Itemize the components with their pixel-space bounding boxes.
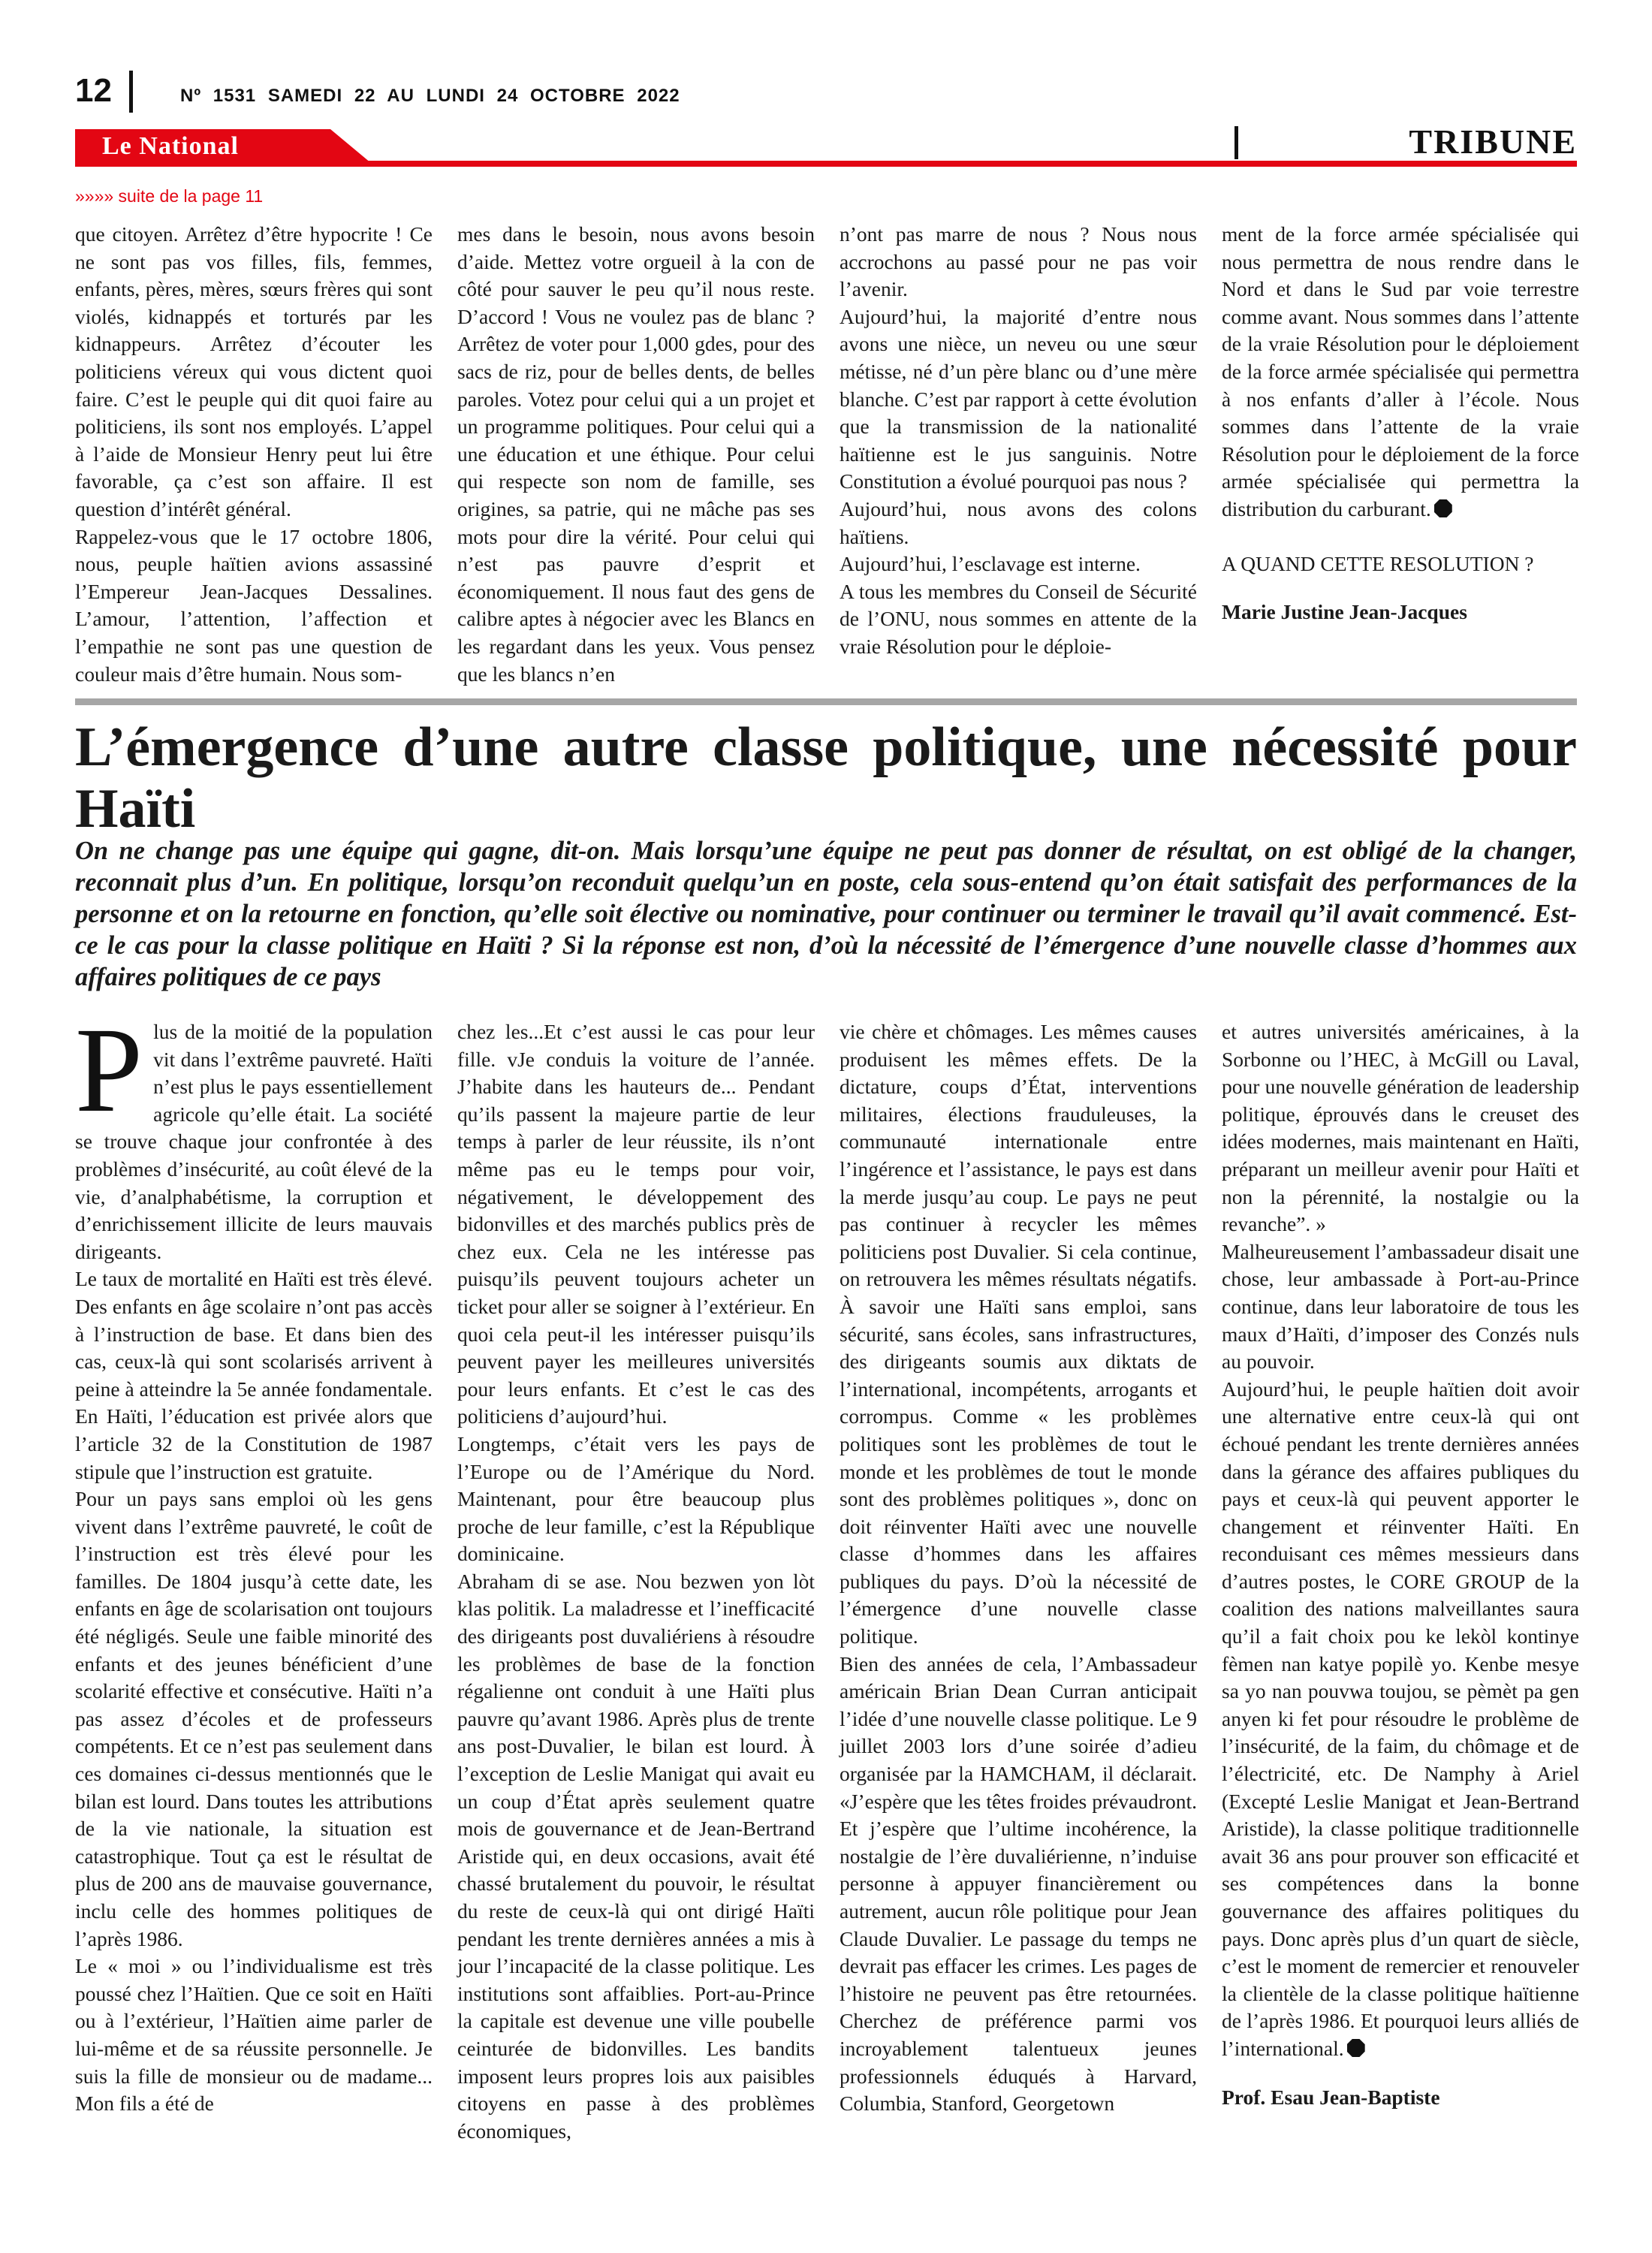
paragraph: chez les...Et c’est aussi le cas pour leur fille. vJe conduis la voiture de l’année. J’habite dans les hauteurs de... Pendant qu’ils passent la majeure partie de leur temps à parler de leur réussite, ils n’ont même pas eu le temps pour voir, négativement, le développement des bidonvilles et des marchés publics près de chez eux. Cela ne les intéresse pas puisqu’ils peuvent toujours acheter un ticket pour aller se soigner à l’extérieur. En quoi cela peut-il les intéresser puisqu’ils peuvent payer les meilleures universités pour leurs enfants. Et c’est le cas des politiciens d’aujourd’hui. bbox=[457, 1020, 815, 1428]
section-divider bbox=[1234, 126, 1238, 159]
paragraph: Le taux de mortalité en Haïti est très élevé. Des enfants en âge scolaire n’ont pas accès à l’instruction de base. Et dans bien des cas, ceux-là qui sont scolarisés arrivent à peine à atteindre la 5e année fondamentale. En Haïti, l’éducation est privée alors que l’article 32 de la Constitution de 1987 stipule que l’instruction est gratuite. bbox=[75, 1267, 433, 1483]
article-author: Marie Justine Jean-Jacques bbox=[1222, 600, 1467, 624]
header-red-rule bbox=[330, 161, 1577, 167]
paragraph: Bien des années de cela, l’Ambassadeur américain Brian Dean Curran anticipait l’idée d’une nouvelle classe politique. Le 9 juillet 2003 lors d’une soirée d’adieu organisée par la HAMCHAM, il déclarait. «J’espère que les têtes froides prévaudront. Et j’espère que l’ultime incohérence, la nostalgie de l’ère duvaliérienne, n’induise personne à appuyer financièrement ou autrement, aucun rôle politique pour Jean Claude Duvalier. Le passage du temps ne devrait pas effacer les crimes. Les pages de l’histoire ne peuvent pas être retournées. Cherchez de préférence parmi vos incroyablement talentueux jeunes professionnels éduqués à Harvard, Columbia, Stanford, Georgetown bbox=[840, 1651, 1197, 2116]
paragraph: Aujourd’hui, la majorité d’entre nous avons une nièce, un neveu ou une sœur métisse, né d’un père blanc ou d’une mère blanche. C’est par rapport à cette évolution que la transmission de la nationalité haïtienne est le jus sanguinis. Notre Constitution a évolué pourquoi pas nous ? bbox=[840, 304, 1197, 493]
article-deck: On ne change pas une équipe qui gagne, dit-on. Mais lorsqu’une équipe ne peut pas donner de résultat, on est obligé de la changer, reconnait plus d’un. En politique, lorsqu’on reconduit quelqu’un en poste, cela sous-entend qu’on était satisfait des performances de la personne et on la retourne en fonction, qu’elle soit élective ou nominative, pour continuer ou terminer le travail qu’il avait commencé. Est-ce le cas pour la classe politique en Haïti ? Si la réponse est non, d’où la nécessité de l’émergence d’une nouvelle classe d’hommes aux affaires politiques de ce pays bbox=[75, 837, 1577, 991]
paragraph-text: lus de la moitié de la population vit dans l’extrême pauvreté. Haïti n’est plus le pays essentiellement agricole qu’elle était. La société se trouve chaque jour confrontée à des problèmes d’insécurité, au coût élevé de la vie, d’analphabétisme, la corruption et d’enrichissement illicite de leurs mauvais dirigeants. bbox=[75, 1020, 433, 1263]
top-article-column-4 bbox=[1222, 221, 1579, 626]
paragraph: Aujourd’hui, l’esclavage est interne. bbox=[840, 552, 1141, 576]
end-of-article-icon bbox=[1434, 499, 1452, 517]
paragraph: que citoyen. Arrêtez d’être hypocrite ! Ce ne sont pas vos filles, fils, femmes, enfants, pères, mères, sœurs frères qui sont violés, kidnappés et torturés par les kidnappeurs. Arrêtez d’écouter les politiciens véreux qui vous dictent quoi faire. C’est le peuple qui dit quoi faire au politiciens, ils sont nos employés. L’appel à l’aide de Monsieur Henry peut lui être favorable, ça c’est son affaire. Il est question d’intérêt général. bbox=[75, 222, 433, 520]
paragraph: Abraham di se ase. Nou bezwen yon lòt klas politik. La maladresse et l’inefficacité des dirigeants post duvaliériens à résoudre les problèmes de base de la fonction régalienne ont conduit à une Haïti plus pauvre qu’avant 1986. Après plus de trente ans post-Duvalier, le bilan est lourd. À l’exception de Leslie Manigat qui avait eu un coup d’État après seulement quatre mois de gouvernance et de Jean-Bertrand Aristide qui, en deux occasions, avait été chassé brutalement du pouvoir, le résultat du reste de ceux-là qui ont dirigé Haïti pendant les trente dernières années a mis à jour l’incapacité de la classe politique. Les institutions sont affaiblies. Port-au-Prince la capitale est devenue une ville poubelle ceinturée de bidonvilles. Les bandits imposent leurs propres lois aux paisibles citoyens en passe à des problèmes économiques, bbox=[457, 1569, 815, 2143]
article-headline: L’émergence d’une autre classe politique, une nécessité pour Haïti bbox=[75, 716, 1577, 840]
paragraph: mes dans le besoin, nous avons besoin d’aide. Mettez votre orgueil à la con de côté pour sauver le peu qu’il nous reste. D’accord ! Vous ne voulez pas de blanc ? Arrêtez de voter pour 1,000 gdes, pour des sacs de riz, pour de belles dents, de belles paroles. Votez pour celui qui a un projet et un programme politiques. Pour celui qui a une éducation et une éthique. Pour celui qui respecte son nom de famille, ses origines, sa patrie, qui ne mâche pas ses mots pour dire la vérité. Pour celui qui n’est pas pauvre d’esprit et économiquement. Il nous faut des gens de calibre aptes à négocier avec les Blancs en les regardant dans les yeux. Vous pensez que les blancs n’en bbox=[457, 222, 815, 686]
paragraph: n’ont pas marre de nous ? Nous nous accrochons au passé pour ne pas voir l’avenir. bbox=[840, 222, 1197, 301]
paragraph bbox=[75, 1003, 433, 1265]
paragraph: Rappelez-vous que le 17 octobre 1806, nous, peuple haïtien avions assassiné l’Empereur Jean-Jacques Dessalines. L’amour, l’attention, l’affection et l’empathie ne sont pas une question de couleur mais d’être humain. Nous som- bbox=[75, 524, 433, 686]
main-article-column-3 bbox=[840, 1018, 1197, 2118]
paragraph: Le « moi » ou l’individualisme est très poussé chez l’Haïtien. Que ce soit en Haïti ou à l’extérieur, l’Haïtien aime parler de lui-même et de sa réussite personnelle. Je suis la fille de monsieur ou de madame... Mon fils a été de bbox=[75, 1954, 433, 2116]
paragraph: vie chère et chômages. Les mêmes causes produisent les mêmes effets. De la dictature, coups d’État, interventions militaires, élections frauduleuses, la communauté internationale entre l’ingérence et l’assistance, le pays est dans la merde jusqu’au coup. Le pays ne peut pas continuer à recycler les mêmes politiciens post Duvalier. Si cela continue, on retrouvera les mêmes résultats négatifs. À savoir une Haïti sans emploi, sans sécurité, sans écoles, sans infrastructures, des dirigeants soumis aux diktats de l’international, incompétents, arrogants et corrompus. Comme « les problèmes politiques sont les problèmes de tout le monde et les problèmes de tout le monde sont des problèmes politiques », donc on doit réinventer Haïti avec une nouvelle classe d’hommes dans les affaires publiques du pays. D’où la nécessité de l’émergence d’une nouvelle classe politique. bbox=[840, 1020, 1197, 1648]
top-article-column-3 bbox=[840, 221, 1197, 661]
paragraph bbox=[1222, 1376, 1579, 2063]
top-article-column-1 bbox=[75, 221, 433, 688]
main-article-column-2 bbox=[457, 1018, 815, 2145]
drop-cap: P bbox=[75, 1003, 143, 1138]
paragraph: et autres universités américaines, à la Sorbonne ou l’HEC, à McGill ou Laval, pour une nouvelle génération de leadership politique, éprouvés dans le creuset des idées modernes, mais maintenant en Haïti, préparant un meilleur avenir pour Haïti et non la pérennité, la nostalgie ou la revanche”. » bbox=[1222, 1020, 1579, 1236]
paragraph: A tous les membres du Conseil de Sécurité de l’ONU, nous sommes en attente de la vraie Résolution pour le déploie- bbox=[840, 579, 1197, 658]
paragraph: Malheureusement l’ambassadeur disait une chose, leur ambassade à Port-au-Prince continue, dans leur laboratoire de tous les maux d’Haïti, d’imposer des Conzés nuls au pouvoir. bbox=[1222, 1239, 1579, 1374]
paragraph bbox=[1222, 221, 1579, 523]
article-divider bbox=[75, 698, 1577, 705]
paragraph: Aujourd’hui, nous avons des colons haïtiens. bbox=[840, 496, 1197, 548]
newspaper-name: Le National bbox=[102, 132, 239, 160]
page-number-divider bbox=[129, 71, 133, 113]
end-of-article-icon bbox=[1347, 2039, 1365, 2057]
paragraph: Pour un pays sans emploi où les gens vivent dans l’extrême pauvreté, le coût de l’instruction est très élevé pour les familles. De 1804 jusqu’à cette date, les enfants en âge de scolarisation ont toujours été négligés. Seule une faible minorité des enfants et des jeunes bénéficient d’une scolarité effective et consécutive. Haïti n’a pas assez d’écoles et de professeurs compétents. Et ce n’est pas seulement dans ces domaines ci-dessus mentionnés que le bilan est lourd. Dans toutes les attributions de la vie nationale, la situation est catastrophique. Tout ça est le résultat de plus de 200 ans de mauvaise gouvernance, inclu celle des hommes politiques de l’après 1986. bbox=[75, 1487, 433, 1950]
section-label: TRIBUNE bbox=[1409, 122, 1577, 161]
top-article-column-2 bbox=[457, 221, 815, 688]
continued-from-note: »»»» suite de la page 11 bbox=[75, 186, 264, 206]
paragraph-text: Aujourd’hui, le peuple haïtien doit avoir une alternative entre ceux-là qui ont échoué pendant les trente dernières années dans la gérance des affaires publiques du pays et ceux-là qui peuvent apporter le changement et réinventer Haïti. En reconduisant ces mêmes messieurs dans d’autres postes, le CORE GROUP de la coalition des nations malveillantes saura qu’il a fait choix pou ke lekòl kontinye fèmen nan katye popilè yo. Kenbe mesye sa yo nan pouvwa toujou, se pèmèt pa gen anyen ki fet pour résoudre le problème de l’insécurité, de la faim, du chômage et de l’électricité, etc. De Namphy à Ariel (Excepté Leslie Manigat et Jean-Bertrand Aristide), la classe politique traditionnelle avait 36 ans pour prouver son efficacité et ses compétences dans la bonne gouvernance des affaires politiques du pays. Donc après plus d’un quart de siècle, c’est le moment de remercier et renouveler la clientèle de la classe politique haïtienne de l’après 1986. Et pourquoi leurs alliés de l’international. bbox=[1222, 1377, 1579, 2060]
main-article-column-4 bbox=[1222, 1018, 1579, 2111]
paragraph: Longtemps, c’était vers les pays de l’Europe ou de l’Amérique du Nord. Maintenant, pour être beaucoup plus proche de leur famille, c’est la République dominicaine. bbox=[457, 1431, 815, 1566]
main-article-column-1 bbox=[75, 1003, 433, 2118]
closing-question: A QUAND CETTE RESOLUTION ? bbox=[1222, 551, 1534, 575]
page-number: 12 bbox=[75, 72, 112, 109]
paragraph-text: ment de la force armée spécialisée qui nous permettra de nous rendre dans le Nord et dans le Sud par voie terrestre comme avant. Nous sommes dans l’attente de la vraie Résolution pour le déploiement de la force armée spécialisée qui permettra à nos enfants d’aller à l’école. Nous sommes dans l’attente de la vraie Résolution pour le déploiement de la force armée spécialisée qui permettra la distribution du carburant. bbox=[1222, 222, 1579, 520]
issue-dateline: Nº 1531 SAMEDI 22 AU LUNDI 24 OCTOBRE 2022 bbox=[180, 86, 680, 106]
article-author: Prof. Esau Jean-Baptiste bbox=[1222, 2085, 1440, 2109]
